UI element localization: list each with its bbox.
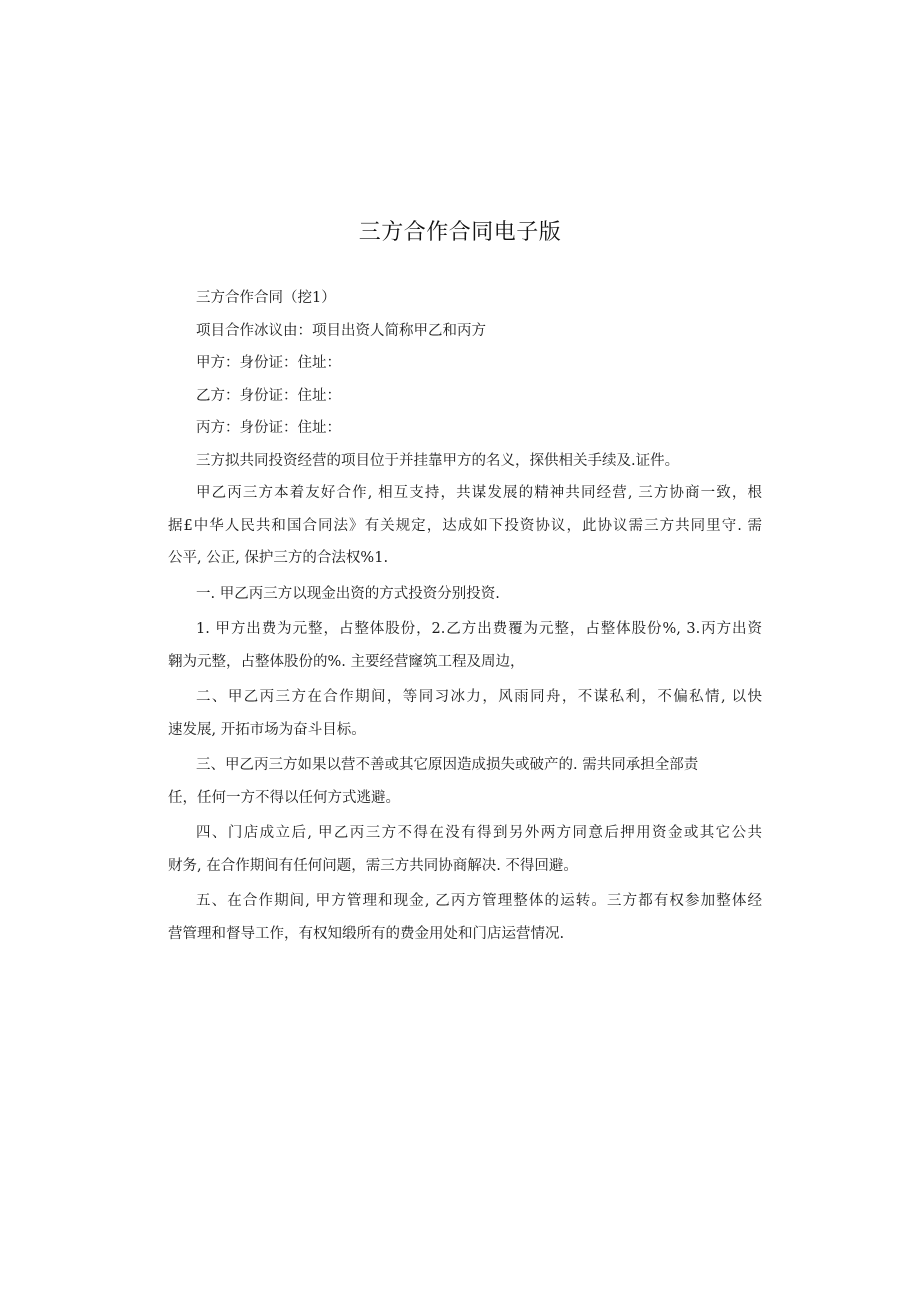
party-c-line: 丙方：身份证：住址： bbox=[196, 420, 341, 436]
paragraph-line: 一. 甲乙丙三方以现金出资的方式投资分别投资. bbox=[196, 585, 500, 602]
clause-1-detail bbox=[168, 613, 762, 678]
project-location-line: 三方拟共同投资经营的项目位于并挂靠甲方的名义，探供相关手续及.证件。 bbox=[196, 452, 680, 469]
paragraph-preamble bbox=[168, 477, 762, 575]
paragraph-line: 1. 甲方出费为元整，占整体股份，2.乙方出费覆为元整，占整体股份%, 3.丙方出资 bbox=[196, 621, 762, 637]
clause-1 bbox=[196, 578, 762, 611]
document-title: 三方合作合同电子版 bbox=[358, 220, 562, 245]
paragraph-line: 财务, 在合作期间有任何问题，需三方共同协商解决. 不得回避。 bbox=[168, 857, 578, 874]
party-a-line: 甲方：身份证：住址： bbox=[196, 355, 341, 371]
paragraph-line: 公平, 公正, 保护三方的合法权%1. bbox=[168, 550, 389, 566]
paragraph-line: 营管理和督导工作，有权知缎所有的费金用处和门店运营情况. bbox=[168, 925, 565, 942]
project-parties-line: 项目合作冰议由：项目出资人简称甲乙和丙方 bbox=[196, 322, 486, 339]
paragraph-line: 四、门店成立后, 甲乙丙三方不得在没有得到另外两方同意后押用资金或其它公共 bbox=[196, 825, 762, 841]
clause-2 bbox=[168, 681, 762, 746]
document-body bbox=[168, 282, 762, 953]
clause-5 bbox=[168, 885, 762, 950]
paragraph-line: 任，任何一方不得以任何方式逃避。 bbox=[168, 789, 400, 806]
paragraph-line: 三、甲乙丙三方如果以营不善或其它原因造成损失或破产的. 需共同承担全部责 bbox=[196, 757, 699, 773]
paragraph-line: 五、在合作期间, 甲方管理和现金, 乙丙方管理整体的运转。三方都有权参加整体经 bbox=[196, 893, 762, 909]
contract-heading: 三方合作合同（挖1） bbox=[196, 290, 336, 306]
clause-3 bbox=[168, 749, 762, 814]
paragraph-line: 二、甲乙丙三方在合作期间，等同习冰力，风雨同舟，不谋私利，不偏私情, 以快 bbox=[196, 689, 762, 705]
paragraph-line: 据£中华人民共和国合同法》有关规定，达成如下投资协议，此协议需三方共同里守. 需 bbox=[168, 517, 762, 534]
party-b-line: 乙方：身份证：住址： bbox=[196, 387, 341, 404]
paragraph-line: 甲乙丙三方本着友好合作, 相互支持，共谋发展的精神共同经营, 三方协商一致，根 bbox=[196, 485, 762, 501]
paragraph-line: 翱为元整，占整体股份的%. 主要经营窿筑工程及周边， bbox=[168, 653, 525, 670]
clause-4 bbox=[168, 817, 762, 882]
paragraph-line: 速发展, 开拓市场为奋斗目标。 bbox=[168, 721, 366, 738]
